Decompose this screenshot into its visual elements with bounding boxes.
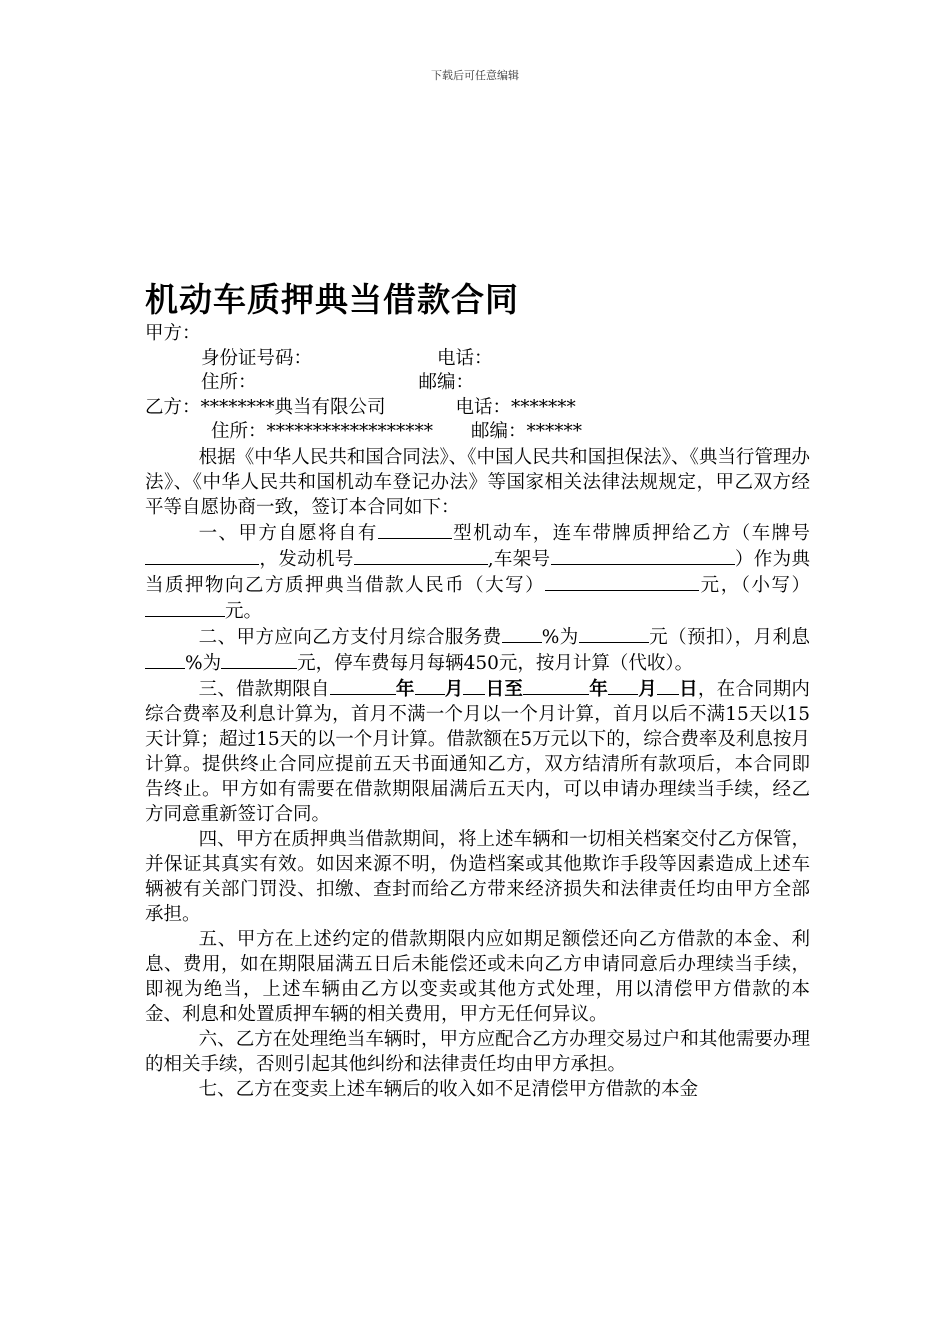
day-to-label: 日至 (485, 678, 524, 700)
party-a-id-line (145, 347, 810, 372)
page-title: 机动车质押典当借款合同 (145, 280, 519, 319)
clause-4: 四、甲方在质押典当借款期间，将上述车辆和一切相关档案交付乙方保管，并保证其真实有效。如因来源不明，伪造档案或其他欺诈手段等因素造成上述车辆被有关部门罚没、扣缴、查封而给乙方带来经济损失和法律责任均由甲方全部承担。 (145, 828, 810, 925)
blank-start-month (415, 676, 445, 695)
party-a-label: 甲方： (145, 323, 201, 344)
phone-label: 电话： (437, 347, 493, 369)
contract-document (145, 278, 810, 1102)
blank-start-year (330, 676, 396, 695)
blank-amount-figures (145, 598, 225, 617)
clause-2-text: 二、甲方应向乙方支付月综合服务费 (198, 626, 502, 648)
clause-1-text: ）作为典当质押物向乙方质押典当借款人民币（大写） (145, 548, 810, 596)
party-b-postcode: 邮编：****** (471, 421, 583, 442)
party-b-address: 住所：****************** (211, 421, 434, 442)
blank-plate (145, 546, 259, 565)
clause-5: 五、甲方在上述约定的借款期限内应如期足额偿还向乙方借款的本金、利息、费用，如在期限届满五日后未能偿还或未向乙方申请同意后办理续当手续，即视为绝当，上述车辆由乙方以变卖或其他方式处理，用以清偿甲方借款的本金、利息和处置质押车辆的相关费用，甲方无任何异议。 (145, 928, 810, 1025)
year-label: 年 (589, 678, 609, 700)
blank-service-fee (579, 624, 649, 643)
blank-interest (221, 650, 297, 669)
clause-1-text: ,车架号 (487, 548, 551, 570)
clause-2-text: 元（预扣），月利息 (648, 626, 810, 648)
blank-amount-words (545, 572, 589, 591)
party-b-phone: 电话：******* (455, 396, 576, 418)
month-label: 月 (444, 678, 464, 700)
clause-1-text: ，发动机号 (259, 548, 354, 570)
month-label: 月 (638, 678, 657, 700)
clause-3-text: 三、借款期限自 (198, 678, 330, 700)
header-note: 下载后可任意编辑 (431, 69, 519, 82)
year-label: 年 (395, 678, 415, 700)
postcode-label: 邮编： (418, 372, 475, 393)
clause-1-text: 元。 (225, 600, 263, 622)
blank-amount-words-cont (589, 572, 699, 591)
clause-3-text: ，在合同期内综合费率及利息计算为，首月不满一个月以一个月计算，首月以后不满15天以15天计算；超过15天的以一个月计算。借款额在5万元以下的，综合费率及利息按月计算。提供终止合同应提前五天书面通知乙方，双方结清所有款项后，本合同即告终止。甲方如有需要在借款期限届满后五天内，可以申请办理续当手续，经乙方同意重新签订合同。 (145, 678, 810, 825)
blank-end-year (523, 676, 589, 695)
clause-6: 六、乙方在处理绝当车辆时，甲方应配合乙方办理交易过户和其他需要办理的相关手续，否则引起其他纠纷和法律责任均由甲方承担。 (145, 1028, 810, 1075)
clause-2 (145, 624, 810, 676)
intro-paragraph: 根据《中华人民共和国合同法》、《中国人民共和国担保法》、《典当行管理办法》、《中华人民共和国机动车登记办法》等国家相关法律法规规定，甲乙双方经平等自愿协商一致，签订本合同如下： (145, 446, 810, 518)
party-a-address-line (145, 371, 810, 396)
blank-end-month (608, 676, 638, 695)
clause-7: 七、乙方在变卖上述车辆后的收入如不足清偿甲方借款的本金 (198, 1078, 699, 1100)
clause-1-text: 型机动车，连车带牌质押给乙方（车牌号 (451, 522, 810, 544)
blank-end-day (657, 676, 679, 695)
day-label: 日 (678, 678, 698, 700)
clause-2-text: %为 (541, 626, 579, 648)
party-b-address-line (145, 420, 810, 445)
clause-2-text: 元，停车费每月每辆450元，按月计算（代收）。 (297, 652, 694, 674)
id-label: 身份证号码： (201, 347, 313, 369)
blank-vin (551, 546, 655, 565)
blank-engine (354, 546, 488, 565)
clause-1-text: 元，（小写） (699, 574, 810, 596)
clause-1 (145, 520, 810, 624)
blank-interest-rate (145, 650, 185, 669)
party-b-line (145, 396, 810, 421)
blank-service-rate (502, 624, 542, 643)
party-b-label: 乙方：********典当有限公司 (145, 396, 386, 418)
blank-vin-cont (655, 546, 735, 565)
clause-1-text: 一、甲方自愿将自有 (198, 522, 378, 544)
address-label: 住所： (201, 372, 257, 393)
blank-start-day (463, 676, 485, 695)
clause-3 (145, 676, 810, 827)
clause-2-text: %为 (185, 652, 222, 674)
blank-model (378, 520, 452, 539)
